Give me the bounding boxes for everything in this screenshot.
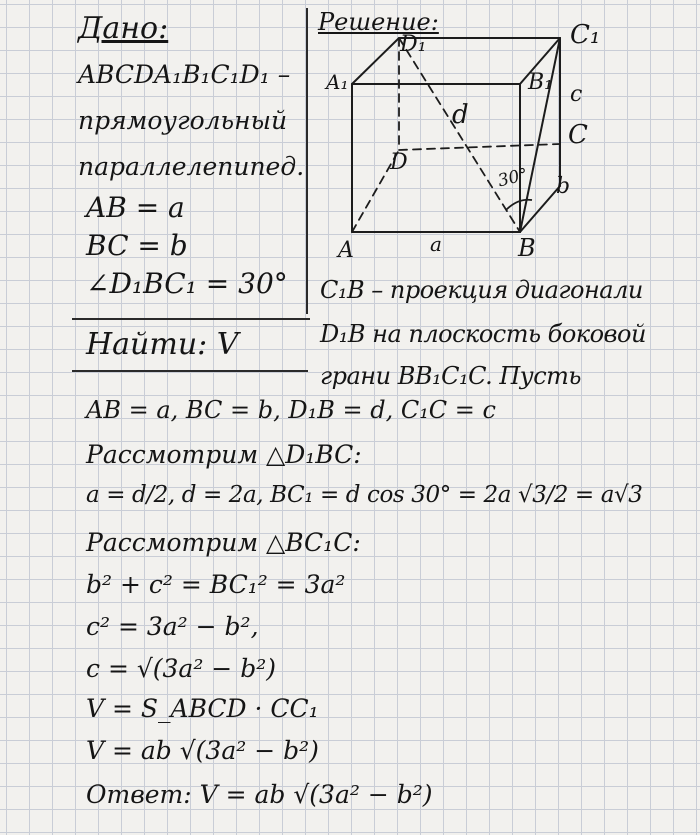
- vertex-b1: B₁: [528, 70, 553, 95]
- label-a-edge: a: [430, 232, 442, 256]
- hidden-edge-d-c: [399, 144, 560, 150]
- given-ab: AB = a: [86, 191, 185, 224]
- label-c-edge: c: [570, 82, 583, 107]
- given-line-1: ABCDA₁B₁C₁D₁ –: [78, 60, 291, 89]
- solution-text-3: грани BB₁C₁C. Пусть: [320, 362, 581, 390]
- solution-text-1: C₁B – проекция диагонали: [320, 276, 643, 304]
- line-3: a = d/2, d = 2a, BC₁ = d cos 30° = 2a √3/2 = a√3: [86, 482, 643, 508]
- vertex-b: B: [518, 234, 536, 262]
- line-5: b² + c² = BC₁² = 3a²: [86, 570, 346, 599]
- given-bc: BC = b: [86, 229, 188, 262]
- line-1: AB = a, BC = b, D₁B = d, C₁C = c: [86, 396, 496, 424]
- vertex-c: C: [568, 120, 588, 150]
- line-2: Рассмотрим △D₁BC:: [86, 440, 362, 469]
- solution-heading: Решение:: [318, 8, 439, 36]
- line-4: Рассмотрим △BC₁C:: [86, 528, 361, 557]
- label-angle: 30°: [495, 164, 530, 192]
- label-b-edge: b: [556, 174, 571, 199]
- line-7: c = √(3a² − b²): [86, 654, 276, 683]
- vertex-d1: D₁: [400, 32, 427, 57]
- diagonal-d1-b: [399, 38, 520, 232]
- given-heading: Дано:: [78, 11, 169, 46]
- vertex-a1: A₁: [326, 70, 349, 94]
- line-9: V = ab √(3a² − b²): [86, 736, 319, 765]
- given-line-3: параллелепипед.: [78, 152, 305, 181]
- label-d-diagonal: d: [452, 100, 469, 130]
- edge-a1-d1: [352, 38, 399, 84]
- line-6: c² = 3a² − b²,: [86, 612, 259, 641]
- vertex-d: D: [390, 150, 408, 175]
- solution-text-2: D₁B на плоскость боковой: [320, 320, 646, 348]
- diagonal-b-c1: [520, 38, 560, 232]
- given-line-2: прямоугольный: [78, 106, 288, 135]
- vertex-c1: C₁: [570, 20, 601, 50]
- given-angle: ∠D₁BC₁ = 30°: [86, 267, 288, 300]
- answer-line: Ответ: V = ab √(3a² − b²): [86, 780, 433, 809]
- edge-b-c: [520, 186, 560, 232]
- vertex-a: A: [338, 238, 354, 263]
- find-label: Найти: V: [86, 327, 239, 362]
- line-8: V = S_ABCD · CC₁: [86, 694, 319, 723]
